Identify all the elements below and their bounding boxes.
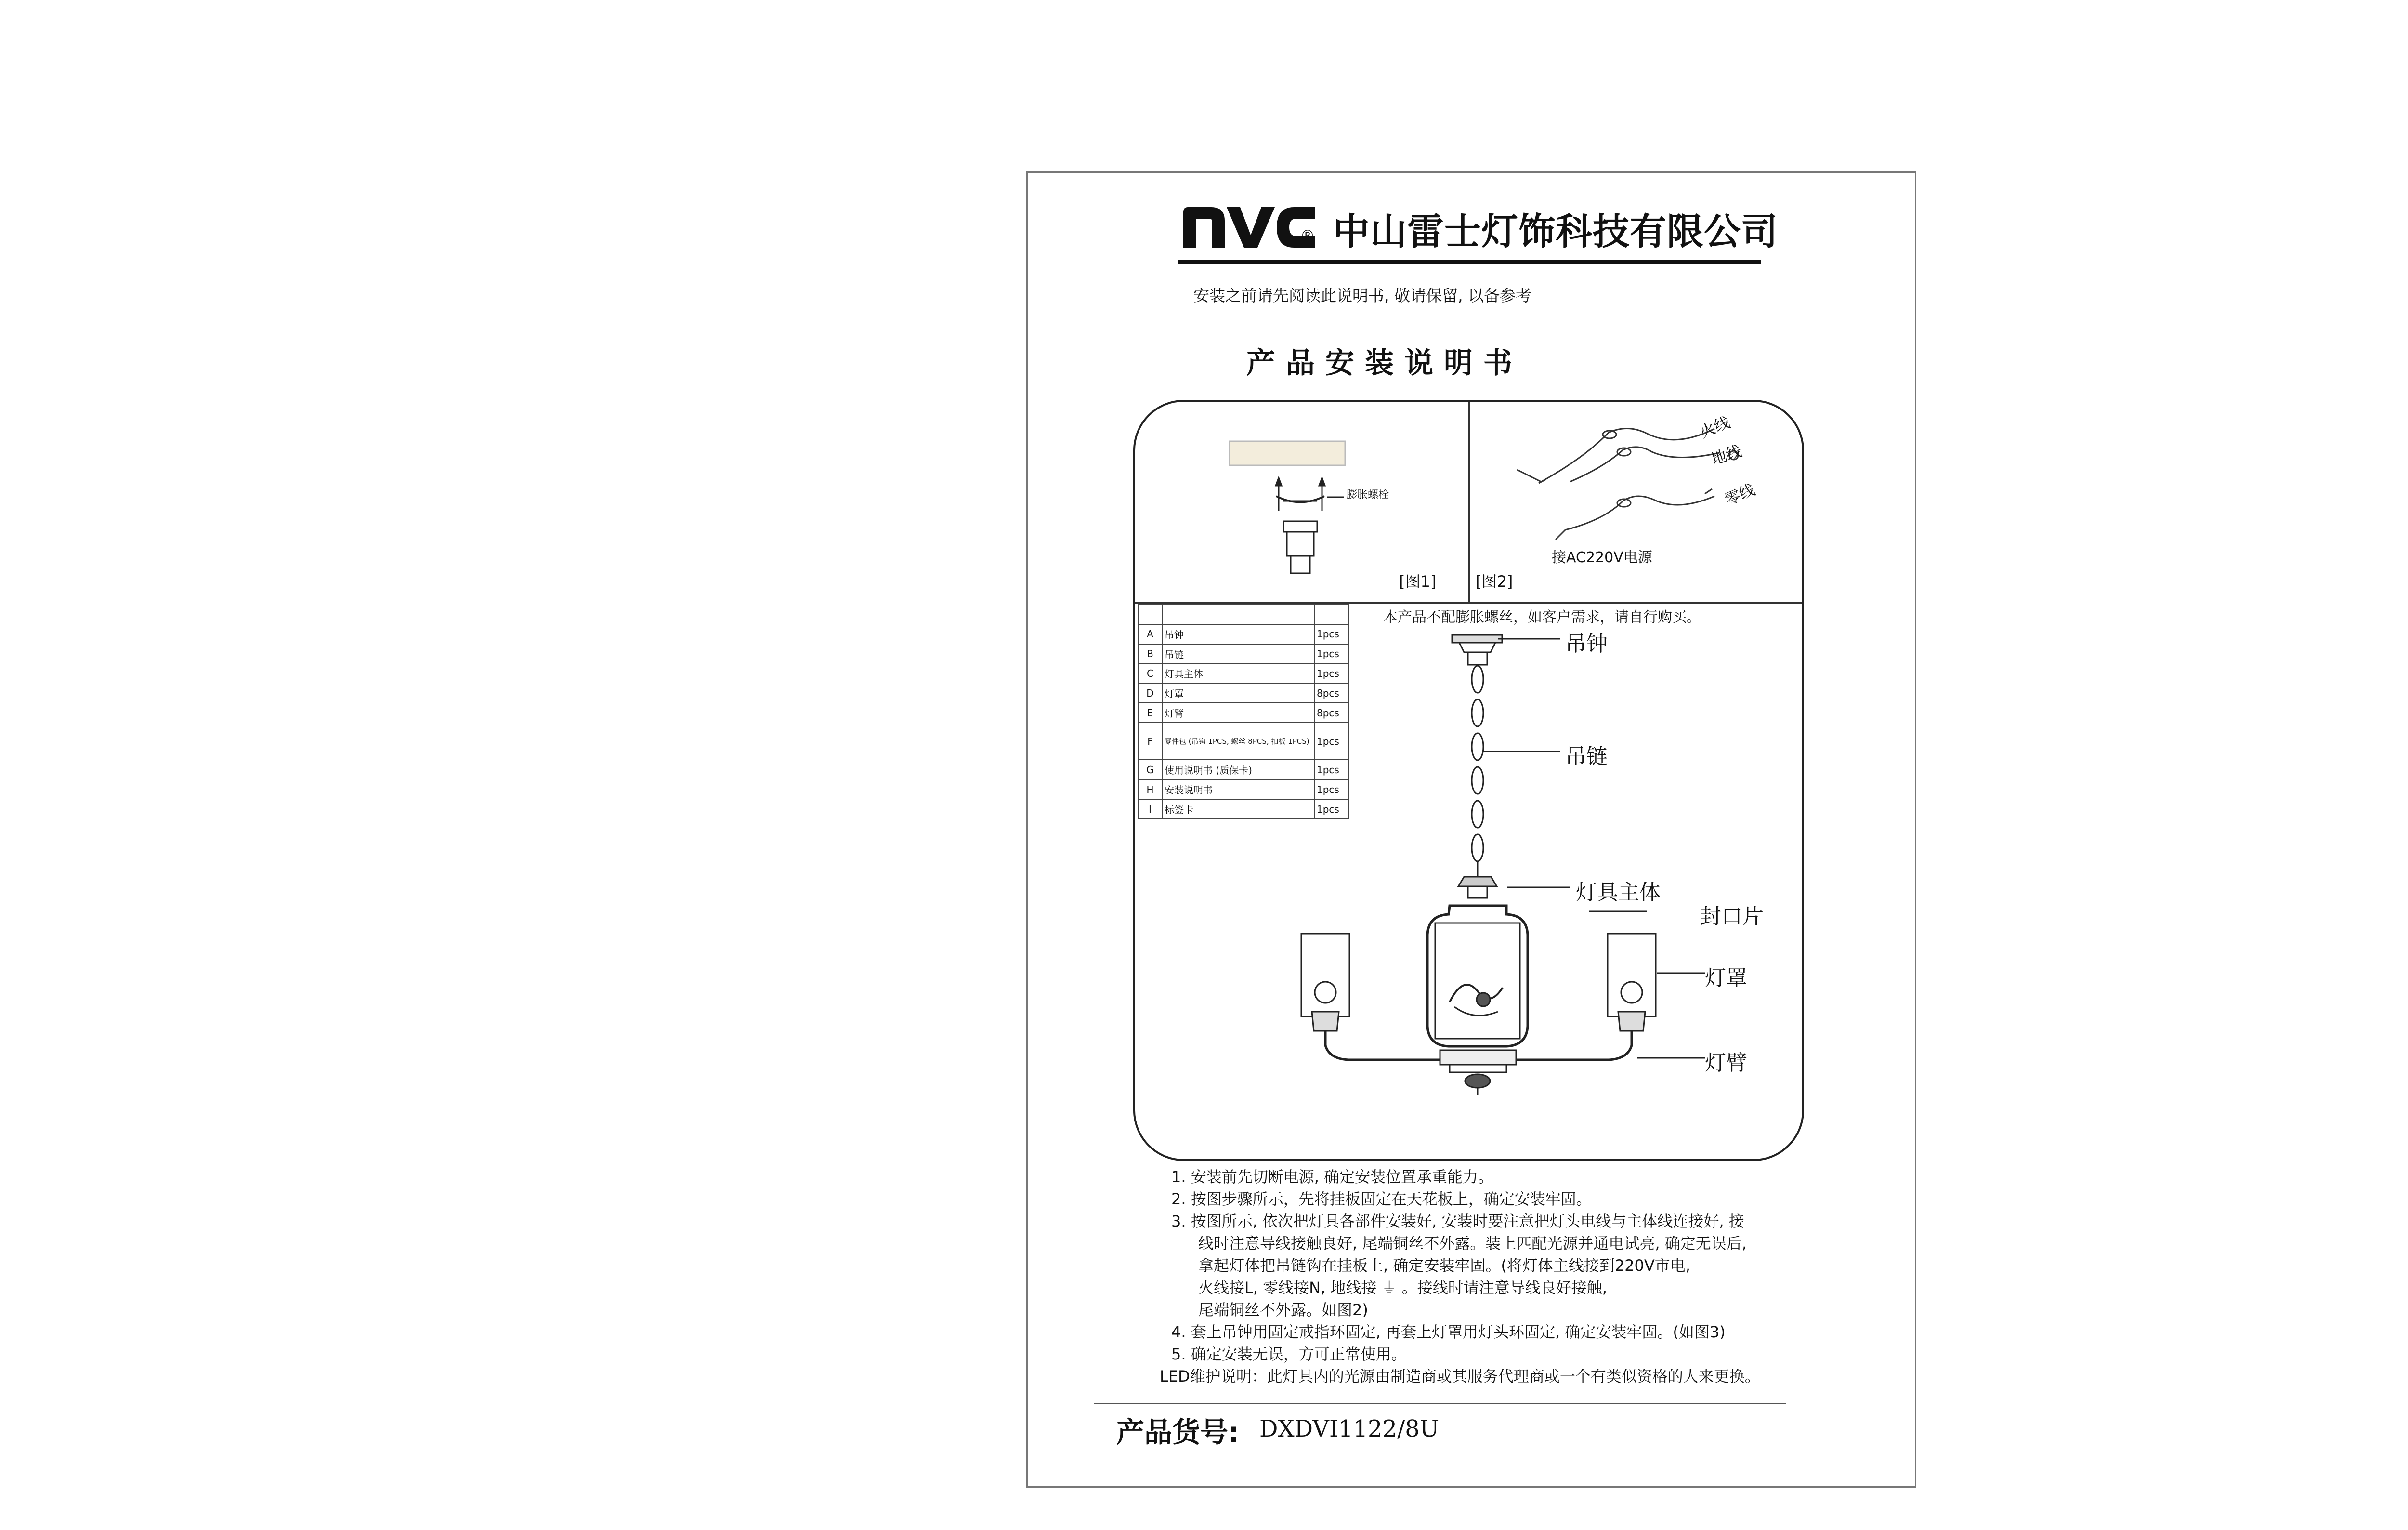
instruction-line: 1. 安装前先切断电源, 确定安装位置承重能力。 [1171,1168,1494,1186]
part-id: E [1138,703,1162,723]
table-row [1138,799,1349,819]
table-row [1138,644,1349,664]
table-row [1138,683,1349,703]
part-name: 吊链 [1162,644,1314,664]
part-id: G [1138,760,1162,779]
part-id: F [1138,723,1162,760]
wire-live-label: 火线 [1697,413,1733,442]
part-id: D [1138,683,1162,703]
figure2-caption: [图2] [1476,572,1513,591]
part-name: 吊钟 [1162,624,1314,644]
part-id: C [1138,663,1162,683]
parts-table [1138,604,1349,819]
part-name: 使用说明书 (质保卡) [1162,760,1314,779]
part-qty: 1pcs [1314,624,1349,644]
figure1-caption: [图1] [1399,572,1437,591]
part-qty: 1pcs [1314,663,1349,683]
instruction-line: 3. 按图所示, 依次把灯具各部件安装好, 安装时要注意把灯头电线与主体线连接好, 接 [1171,1212,1744,1230]
table-row [1138,760,1349,779]
company-name: 中山雷士灯饰科技有限公司 [1333,210,1778,253]
label-shade: 灯罩 [1705,966,1747,990]
instruction-line: 尾端铜丝不外露。如图2) [1198,1301,1368,1319]
table-row [1138,723,1349,760]
part-id: B [1138,644,1162,664]
part-id: I [1138,799,1162,819]
table-header-cell [1162,605,1314,624]
instruction-line: 线时注意导线接触良好, 尾端铜丝不外露。装上匹配光源并通电试亮, 确定无误后, [1198,1234,1747,1253]
screw-note: 本产品不配膨胀螺丝，如客户需求，请自行购买。 [1383,609,1701,626]
part-id: A [1138,624,1162,644]
table-header-cell [1314,605,1349,624]
part-name: 灯具主体 [1162,663,1314,683]
installation-instructions [1160,1166,1826,1387]
instruction-line: 火线接L, 零线接N, 地线接 ⏚ 。接线时请注意导线良好接触, [1198,1279,1607,1297]
product-code-label: 产品货号: [1116,1416,1240,1449]
label-canopy: 吊钟 [1565,632,1608,656]
figure2-wiring [1517,428,1738,540]
part-name: 灯臂 [1162,703,1314,723]
part-qty: 8pcs [1314,683,1349,703]
part-qty: 1pcs [1314,644,1349,664]
part-qty: 1pcs [1314,799,1349,819]
label-body: 灯具主体 [1576,880,1661,905]
part-name: 标签卡 [1162,799,1314,819]
footer-rule [1094,1403,1786,1404]
wire-neutral-label: 零线 [1722,480,1758,509]
part-name: 灯罩 [1162,683,1314,703]
product-code-value: DXDVI1122/8U [1259,1415,1440,1442]
instruction-line: 5. 确定安装无误，方可正常使用。 [1171,1345,1407,1363]
table-header-cell [1138,605,1162,624]
part-qty: 1pcs [1314,779,1349,799]
figure1-drawing [1230,441,1345,573]
figure1-bolt-label: 膨胀螺栓 [1347,489,1389,501]
table-row [1138,605,1349,624]
table-row [1138,703,1349,723]
table-row [1138,624,1349,644]
wire-ground-label: 地线 [1709,441,1744,469]
instruction-line: 2. 按图步骤所示，先将挂板固定在天花板上，确定安装牢固。 [1171,1190,1592,1208]
part-qty: 1pcs [1314,723,1349,760]
instruction-line: 4. 套上吊钟用固定戒指环固定, 再套上灯罩用灯头环固定, 确定安装牢固。(如图3) [1171,1323,1726,1341]
table-row [1138,779,1349,799]
label-cap: 封口片 [1700,904,1764,929]
manual-title: 产品安装说明书 [1246,346,1523,380]
registered-mark: ® [1300,227,1315,244]
label-chain: 吊链 [1565,744,1608,769]
led-maintenance-note: LED维护说明：此灯具内的光源由制造商或其服务代理商或一个有类似资格的人来更换。 [1160,1367,1760,1385]
instruction-line: 拿起灯体把吊链钩在挂板上, 确定安装牢固。(将灯体主线接到220V市电, [1198,1256,1690,1275]
label-arm: 灯臂 [1705,1051,1747,1075]
part-id: H [1138,779,1162,799]
part-qty: 8pcs [1314,703,1349,723]
part-qty: 1pcs [1314,760,1349,779]
power-source-label: 接AC220V电源 [1552,549,1652,566]
pre-install-note: 安装之前请先阅读此说明书, 敬请保留, 以备参考 [1193,286,1531,305]
part-name: 零件包 (吊钩 1PCS, 螺丝 8PCS, 扣板 1PCS) [1162,723,1314,760]
chandelier-drawing [1301,635,1705,1095]
table-row [1138,663,1349,683]
part-name: 安装说明书 [1162,779,1314,799]
